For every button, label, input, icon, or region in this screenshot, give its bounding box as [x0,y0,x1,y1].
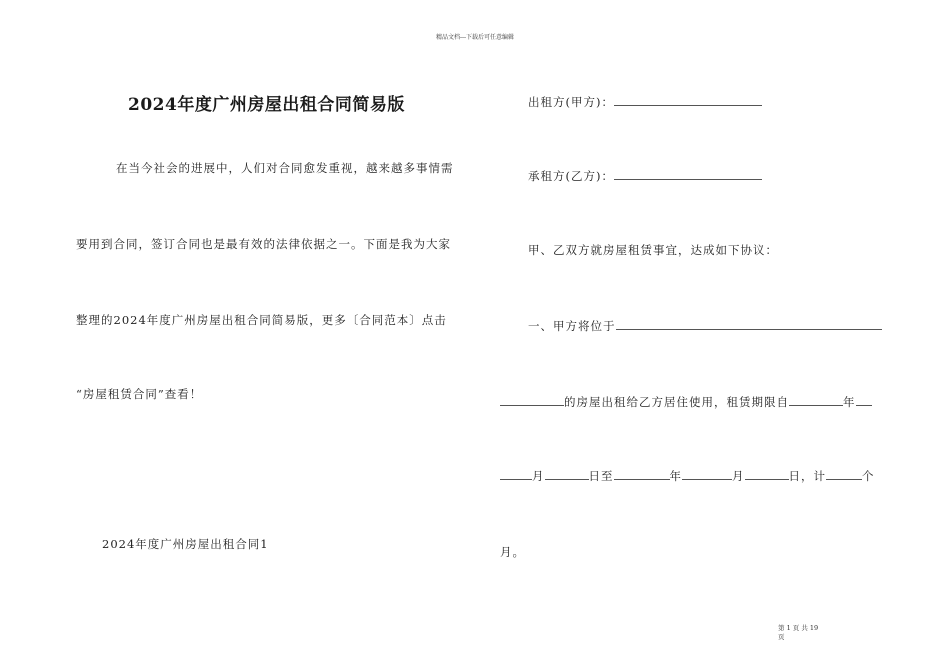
page-header: 精品文档---下载后可任意编辑 [435,34,515,41]
section-title: 2024年度广州房屋出租合同1 [102,537,269,551]
clause-text: 年 [669,469,682,483]
intro-line-3: 整理的2024年度广州房屋出租合同简易版，更多〔合同范本〕点击 [76,313,447,327]
clause-text: 的房屋出租给乙方居住使用，租赁期限自 [564,395,789,409]
lessor-label: 出租方(甲方)： [528,95,614,109]
lessee-label: 承租方(乙方)： [528,169,614,183]
clause-text: 年 [843,395,856,409]
lessor-blank [614,95,762,106]
clause-1-line-2 [500,394,872,410]
intro-line-4: “房屋租赁合同”查看！ [76,387,203,401]
page-number-line-2: 页 [778,633,785,641]
page-number-line-1: 第 1 页 共 19 [778,624,819,632]
location-blank [616,319,882,330]
intro-line-1: 在当今社会的进展中，人们对合同愈发重视，越来越多事情需 [116,161,454,175]
agreement-line: 甲、乙双方就房屋租赁事宜，达成如下协议： [528,243,778,257]
blank [682,469,732,480]
intro-line-2: 要用到合同，签订合同也是最有效的法律依据之一。下面是我为大家 [76,237,451,251]
blank [614,469,670,480]
blank [500,395,564,406]
clause-text: 月 [732,469,745,483]
document-title: 2024年度广州房屋出租合同简易版 [128,95,405,115]
clause-text: 日至 [588,469,614,483]
blank [856,395,872,406]
lessor-field [528,94,762,110]
page-number [778,624,818,642]
clause-1-line-3 [500,468,875,484]
clause-1-line-4: 月。 [500,545,525,559]
lessee-field [528,168,762,184]
blank [826,469,862,480]
clause-1-prefix: 一、甲方将位于 [528,319,616,333]
clause-text: 日，计 [788,469,826,483]
lessee-blank [614,169,762,180]
blank [745,469,789,480]
clause-1-line-1 [528,318,882,334]
blank [500,469,532,480]
blank [545,469,589,480]
clause-text: 月 [532,469,545,483]
clause-text: 个 [862,469,875,483]
blank [789,395,843,406]
